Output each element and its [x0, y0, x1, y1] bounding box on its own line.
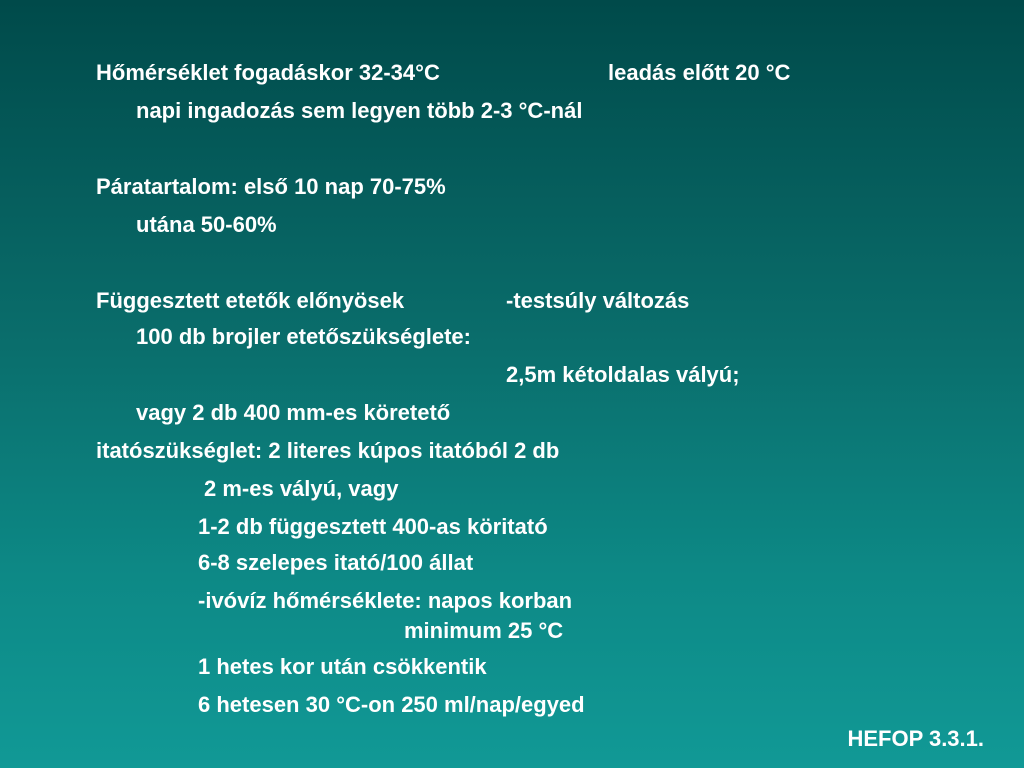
water-minimum-text: minimum 25 °C: [404, 618, 564, 643]
feeder-requirement-text: 100 db brojler etetőszükséglete:: [136, 324, 471, 349]
valve-drinker-text: 6-8 szelepes itató/100 állat: [198, 550, 474, 575]
humidity-text: Páratartalom: első 10 nap 70-75%: [96, 174, 446, 199]
temperature-before-delivery-text: leadás előtt 20 °C: [608, 60, 791, 85]
temperature-intake-text: Hőmérséklet fogadáskor 32-34°C: [96, 60, 440, 85]
water-temperature-text: -ivóvíz hőmérséklete: napos korban: [198, 588, 573, 613]
body-weight-change-text: -testsúly változás: [506, 288, 690, 313]
drinker-requirement-text: itatószükséglet: 2 literes kúpos itatóból 2 db: [96, 438, 560, 463]
hanging-drinker-text: 1-2 db függesztett 400-as köritató: [198, 514, 548, 539]
daily-fluctuation-text: napi ingadozás sem legyen több 2-3 °C-nál: [136, 98, 583, 123]
round-feeder-text: vagy 2 db 400 mm-es köretető: [136, 400, 451, 425]
week-one-reduction-text: 1 hetes kor után csökkentik: [198, 654, 487, 679]
week-six-water-text: 6 hetesen 30 °C-on 250 ml/nap/egyed: [198, 692, 585, 717]
humidity-after-text: utána 50-60%: [136, 212, 277, 237]
double-sided-trough-text: 2,5m kétoldalas vályú;: [506, 362, 740, 387]
hanging-feeders-text: Függesztett etetők előnyösek: [96, 288, 405, 313]
footer-project-code: HEFOP 3.3.1.: [847, 726, 984, 751]
trough-option-text: 2 m-es vályú, vagy: [204, 476, 399, 501]
